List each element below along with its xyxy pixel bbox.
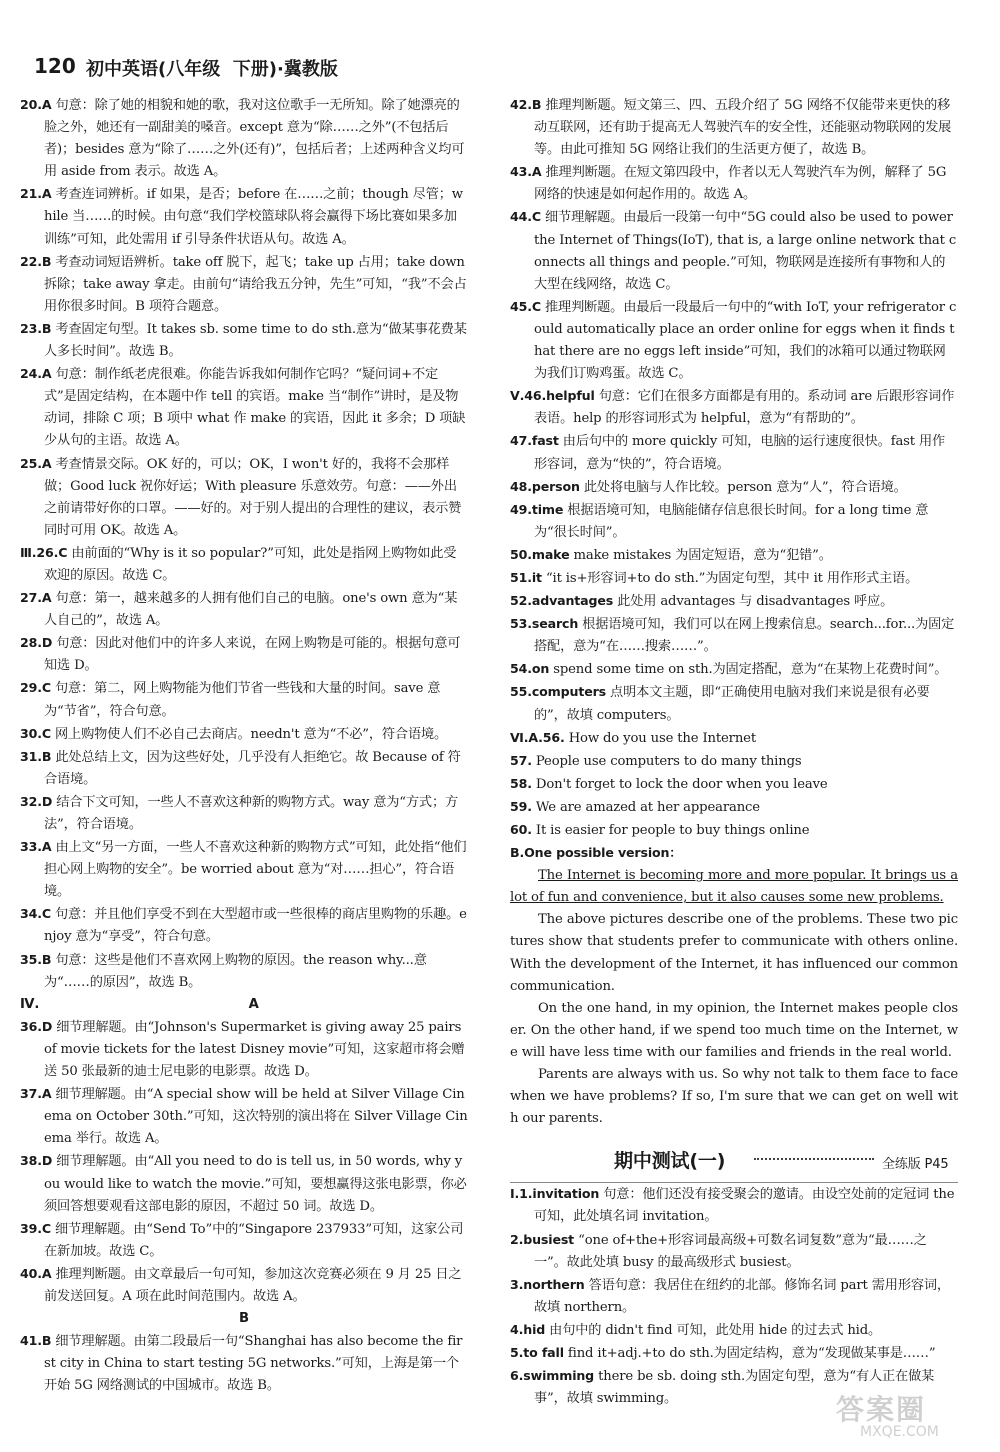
answer-number: Ⅲ.26.C — [20, 544, 68, 560]
answer-item — [20, 587, 468, 632]
answer-number: 38.D — [20, 1153, 53, 1169]
answer-explanation: It is easier for people to buy things online — [531, 823, 810, 838]
answer-item — [20, 1218, 468, 1263]
answer-item — [510, 773, 958, 796]
answer-item — [20, 723, 468, 746]
answer-item — [20, 949, 468, 994]
answer-explanation: 句意：第一，越来越多的人拥有他们自己的电脑。one's own 意为“某人自己的”，故选 A。 — [44, 591, 458, 629]
answer-number: 28.D — [20, 635, 53, 651]
answer-number: 21.A — [20, 186, 52, 202]
sample-essay — [510, 865, 958, 1130]
answer-item — [510, 567, 958, 590]
midterm-answer-list — [510, 1183, 958, 1410]
answer-explanation: 考查动词短语辨析。take off 脱下，起飞；take up 占用；take down 拆除；take away 拿走。由前句“请给我五分钟，先生”可知，“我”不会占用你很多时间。B 项符合题意。 — [44, 254, 467, 314]
answer-item — [510, 681, 958, 726]
answer-explanation: “one of+the+形容词最高级+可数名词复数”意为“最……之一”。故此处填 busy 的最高级形式 busiest。 — [534, 1232, 927, 1270]
answer-number: 41.B — [20, 1333, 52, 1349]
answer-item — [20, 836, 468, 903]
answer-item — [510, 1319, 958, 1342]
answer-number: 22.B — [20, 253, 52, 269]
right-column — [510, 94, 958, 1410]
answer-explanation: People use computers to do many things — [531, 753, 802, 769]
book-title: 初中英语(八年级 下册)·冀教版 — [86, 59, 338, 80]
answer-number: 30.C — [20, 725, 51, 741]
answer-explanation: find it+adj.+to do sth.为固定结构，意为“发现做某事是……” — [563, 1345, 936, 1361]
answer-explanation: 推理判断题。短文第三、四、五段介绍了 5G 网络不仅能带来更快的移动互联网，还有助于提高无人驾驶汽车的安全性，还能驱动物联网的发展等。由此可推知 5G 网络让我们的生活更方便了，故选 B。 — [534, 98, 952, 158]
answer-item — [510, 796, 958, 819]
answer-explanation: 推理判断题。由文章最后一句可知，参加这次竞赛必须在 9 月 25 日之前发送回复。A 项在此时间范围内。故选 A。 — [44, 1266, 462, 1304]
answer-item — [510, 385, 958, 430]
answer-explanation: 细节理解题。由“All you need to do is tell us, in 50 words, why you would like to watch the movie.”可知，要想赢得这张电影票，你必须回答想要观看这部电影的原因，不超过 50 词。故选 D。 — [44, 1154, 467, 1214]
answer-number: Ⅴ.46.helpful — [510, 388, 595, 404]
answer-item — [510, 1183, 958, 1228]
answer-explanation: spend some time on sth.为固定搭配，意为“在某物上花费时间”。 — [549, 662, 948, 678]
answer-item — [510, 544, 958, 567]
answer-number: 25.A — [20, 455, 52, 471]
answer-item — [20, 903, 468, 948]
answer-list-right — [510, 94, 958, 865]
answer-explanation: 考查固定句型。It takes sb. some time to do sth.意为“做某事花费某人多长时间”。故选 B。 — [44, 321, 467, 360]
answer-item — [510, 296, 958, 385]
answer-explanation: 考查情景交际。OK 好的，可以；OK，I won't 好的，我将不会那样做；Good luck 祝你好运；With pleasure 乐意效劳。句意：——外出之前请带好你的口罩。——好的。对于别人提出的合理性的建议，表示赞同时可用 OK。故选 A。 — [44, 456, 462, 538]
answer-number: 55.computers — [510, 684, 606, 700]
answer-number: 57. — [510, 752, 532, 768]
answer-number: B.One possible version： — [510, 845, 682, 861]
answer-item — [20, 363, 468, 452]
answer-explanation: 此处将电脑与人作比较。person 意为“人”，符合语境。 — [579, 479, 907, 495]
answer-explanation: 句意：除了她的相貌和她的歌，我对这位歌手一无所知。除了她漂亮的脸之外，她还有一副甜美的嗓音。except 意为“除……之外”(不包括后者)；besides 意为“除了……之外(还有)”，包括后者；上述两种含义均可用 aside from 表示。故选 A。 — [44, 98, 465, 180]
answer-number: 49.time — [510, 501, 564, 517]
answer-item — [20, 318, 468, 363]
answer-number: 44.C — [510, 209, 541, 225]
answer-item — [20, 1016, 468, 1083]
answer-explanation: 根据语境可知，我们可以在网上搜索信息。search...for...为固定搭配，意为“在……搜索……”。 — [534, 617, 955, 655]
watermark-text: 答案圈 — [836, 1393, 927, 1426]
answer-item — [510, 1229, 958, 1274]
answer-number: 3.northern — [510, 1276, 585, 1292]
answer-item — [20, 94, 468, 183]
answer-item — [510, 430, 958, 475]
answer-item — [20, 453, 468, 542]
answer-number: 2.busiest — [510, 1231, 575, 1247]
answer-number: 29.C — [20, 680, 51, 696]
answer-number: 31.B — [20, 748, 52, 764]
answer-item — [510, 613, 958, 658]
answer-explanation: 答语句意：我居住在纽约的北部。修饰名词 part 需用形容词，故填 northern。 — [534, 1277, 950, 1315]
answer-number: 42.B — [510, 97, 542, 112]
answer-explanation: 考查连词辨析。if 如果，是否；before 在……之前；though 尽管；while 当……的时候。由句意“我们学校篮球队将会赢得下场比赛如果多加训练”可知，此处需用 if 引导条件状语从句。故选 A。 — [44, 187, 463, 247]
answer-explanation: We are amazed at her appearance — [531, 799, 760, 815]
answer-number: 5.to fall — [510, 1344, 564, 1360]
answer-explanation: Don't forget to lock the door when you leave — [531, 776, 828, 792]
answer-number: 53.search — [510, 616, 579, 632]
dotted-leader — [754, 1158, 874, 1160]
answer-explanation: 细节理解题。由第二段最后一句“Shanghai has also become the first city in China to start testing 5G networks.”可知，上海是第一个开始 5G 网络测试的中国城市。故选 B。 — [44, 1334, 463, 1394]
answer-explanation: there be sb. doing sth.为固定句型，意为“有人正在做某事”，故填 swimming。 — [534, 1369, 935, 1407]
answer-item — [510, 727, 958, 750]
answer-item — [510, 206, 958, 295]
answer-number: 43.A — [510, 164, 542, 180]
answer-number: Ⅰ.1.invitation — [510, 1186, 600, 1202]
midterm-reference: 全练版 P45 — [882, 1157, 949, 1173]
essay-paragraph: On the one hand, in my opinion, the Internet makes people closer. On the other hand, if we spend too much time on the Internet, we will have less time with our families and friends in the real world. — [510, 1000, 958, 1060]
answer-number: 35.B — [20, 951, 52, 967]
answer-explanation: 推理判断题。在短文第四段中，作者以无人驾驶汽车为例，解释了 5G 网络的快速是如何起作用的。故选 A。 — [534, 165, 947, 203]
passage-label: B — [239, 1311, 249, 1327]
answer-number: 51.it — [510, 569, 542, 585]
answer-explanation: 由前面的“Why is it so popular?”可知，此处是指网上购物如此受欢迎的原因。故选 C。 — [44, 545, 457, 583]
answer-explanation: 点明本文主题，即“正确使用电脑对我们来说是很有必要的”，故填 computers。 — [534, 685, 930, 723]
answer-item — [20, 1150, 468, 1217]
answer-explanation: “it is+形容词+to do sth.”为固定句型，其中 it 用作形式主语。 — [541, 570, 919, 586]
answer-item — [20, 677, 468, 722]
answer-number: 58. — [510, 775, 532, 791]
answer-explanation: 句意：这些是他们不喜欢网上购物的原因。the reason why...意为“……的原因”，故选 B。 — [44, 952, 427, 990]
answer-explanation: 根据语境可知，电脑能储存信息很长时间。for a long time 意为“很长时间”。 — [534, 502, 929, 540]
answer-number: 24.A — [20, 366, 52, 382]
answer-explanation: 推理判断题。由最后一段最后一句中的“with IoT, your refrigerator could automatically place an order online for eggs when it finds that there are no eggs left inside”可知，我们的冰箱可以通过物联网为我们订购鸡蛋。故选 C。 — [534, 299, 957, 382]
answer-number: Ⅵ.A.56. — [510, 729, 565, 745]
answer-number: 60. — [510, 822, 532, 837]
answer-explanation: 结合下文可知，一些人不喜欢这种新的购物方式。way 意为“方式；方法”，符合语境。 — [44, 794, 459, 832]
answer-explanation: 细节理解题。由最后一段第一句中“5G could also be used to power the Internet of Things(IoT), that is, a large online network that connects all things and people.”可知，物联网是连接所有事物和人的大型在线网络，故选 C。 — [534, 210, 957, 292]
answer-item — [20, 746, 468, 791]
answer-number: 48.person — [510, 478, 580, 494]
answer-number: 4.hid — [510, 1321, 546, 1337]
page-number: 120 — [34, 54, 76, 78]
answer-explanation: How do you use the Internet — [564, 730, 756, 746]
answer-explanation: 此处用 advantages 与 disadvantages 呼应。 — [613, 594, 894, 610]
answer-item — [510, 658, 958, 681]
answer-number: 6.swimming — [510, 1368, 595, 1384]
answer-item — [20, 542, 468, 587]
midterm-heading — [510, 1148, 958, 1183]
watermark-url: MXQE.COM — [860, 1424, 939, 1440]
answer-explanation: 由上文“另一方面，一些人不喜欢这种新的购物方式”可知，此处指“他们担心网上购物的安全”。be worried about 意为“对……担心”，符合语境。 — [44, 840, 467, 900]
answer-item — [510, 750, 958, 773]
answer-number: 20.A — [20, 97, 52, 112]
section-number: Ⅳ. — [20, 996, 40, 1012]
answer-item — [20, 1263, 468, 1308]
answer-number: 59. — [510, 798, 532, 814]
answer-number: 34.C — [20, 906, 51, 922]
answer-number: 39.C — [20, 1220, 51, 1236]
answer-explanation: 此处总结上文，因为这些好处，几乎没有人拒绝它。故 Because of 符合语境。 — [44, 749, 461, 787]
essay-paragraph: The above pictures describe one of the problems. These two pictures show that students prefer to communicate with others online. With the development of the Internet, it has influenced our common communication. — [510, 912, 958, 994]
left-column — [20, 94, 468, 1397]
answer-explanation: 细节理解题。由“Johnson's Supermarket is giving away 25 pairs of movie tickets for the latest Disney movie”可知，这家超市将会赠送 50 张最新的迪士尼电影的电影票。故选 D。 — [44, 1019, 465, 1080]
answer-number: 23.B — [20, 320, 52, 336]
answer-number: 47.fast — [510, 433, 559, 449]
answer-explanation: 句意：它们在很多方面都是有用的。系动词 are 后跟形容词作表语。help 的形容词形式为 helpful，意为“有帮助的”。 — [534, 389, 955, 427]
section-heading — [20, 1308, 468, 1330]
answer-item — [510, 94, 958, 161]
answer-item — [510, 1274, 958, 1319]
answer-item — [20, 632, 468, 677]
watermark-logo — [836, 1388, 986, 1440]
essay-paragraph: Parents are always with us. So why not talk to them face to face when we have problems? If so, I'm sure that we can get on well with our parents. — [510, 1067, 958, 1127]
answer-number: 40.A — [20, 1265, 52, 1281]
answer-explanation: 句意：他们还没有接受聚会的邀请。由设空处前的定冠词 the 可知，此处填名词 invitation。 — [534, 1187, 955, 1225]
answer-item — [510, 476, 958, 499]
answer-number: 37.A — [20, 1086, 52, 1102]
answer-explanation: 由后句中的 more quickly 可知，电脑的运行速度很快。fast 用作形容词，意为“快的”，符合语境。 — [534, 434, 946, 472]
answer-number: 52.advantages — [510, 593, 614, 609]
answer-item — [510, 590, 958, 613]
answer-number: 36.D — [20, 1018, 53, 1034]
answer-explanation: 网上购物使人们不必自己去商店。needn't 意为“不必”，符合语境。 — [50, 726, 448, 742]
answer-item — [20, 1330, 468, 1397]
answer-explanation: make mistakes 为固定短语，意为“犯错”。 — [569, 547, 832, 563]
answer-number: 33.A — [20, 839, 52, 855]
answer-explanation: 细节理解题。由“A special show will be held at Silver Village Cinema on October 30th.”可知，这次特别的演出将在 Silver Village Cinema 举行。故选 A。 — [44, 1087, 468, 1147]
page-header — [18, 48, 982, 80]
answer-item — [20, 791, 468, 836]
answer-number: 45.C — [510, 298, 541, 314]
answer-number: 27.A — [20, 590, 52, 606]
answer-item — [510, 842, 958, 865]
answer-explanation: 由句中的 didn't find 可知，此处用 hide 的过去式 hid。 — [545, 1322, 882, 1338]
answer-number: 54.on — [510, 661, 550, 677]
answer-explanation: 句意：因此对他们中的许多人来说，在网上购物是可能的。根据句意可知选 D。 — [44, 636, 461, 674]
answer-explanation: 句意：并且他们享受不到在大型超市或一些很棒的商店里购物的乐趣。enjoy 意为“享受”，符合句意。 — [44, 907, 467, 945]
section-heading — [20, 994, 468, 1016]
midterm-title: 期中测试(一) — [614, 1150, 726, 1173]
answer-explanation: 句意：第二，网上购物能为他们节省一些钱和大量的时间。save 意为“节省”，符合句意。 — [44, 681, 441, 719]
answer-explanation: 句意：制作纸老虎很难。你能告诉我如何制作它吗？“疑问词+不定式”是固定结构，在本题中作 tell 的宾语。make 当“制作”讲时，是及物动词，排除 C 项；B 项中 what 作 make 的宾语，因此 it 多余；D 项缺少从句的主语。故选 A。 — [44, 367, 466, 449]
passage-label: A — [248, 996, 259, 1012]
answer-item — [510, 1342, 958, 1365]
answer-number: 50.make — [510, 546, 570, 562]
answer-number: 32.D — [20, 793, 53, 809]
answer-explanation: 细节理解题。由“Send To”中的“Singapore 237933”可知，这家公司在新加坡。故选 C。 — [44, 1221, 464, 1259]
answer-item — [20, 251, 468, 318]
answer-item — [510, 819, 958, 842]
answer-item — [510, 161, 958, 206]
answer-item — [20, 1083, 468, 1150]
answer-item — [510, 499, 958, 544]
answer-item — [20, 183, 468, 250]
essay-paragraph: The Internet is becoming more and more popular. It brings us a lot of fun and convenience, but it also causes some new problems. — [510, 868, 958, 906]
